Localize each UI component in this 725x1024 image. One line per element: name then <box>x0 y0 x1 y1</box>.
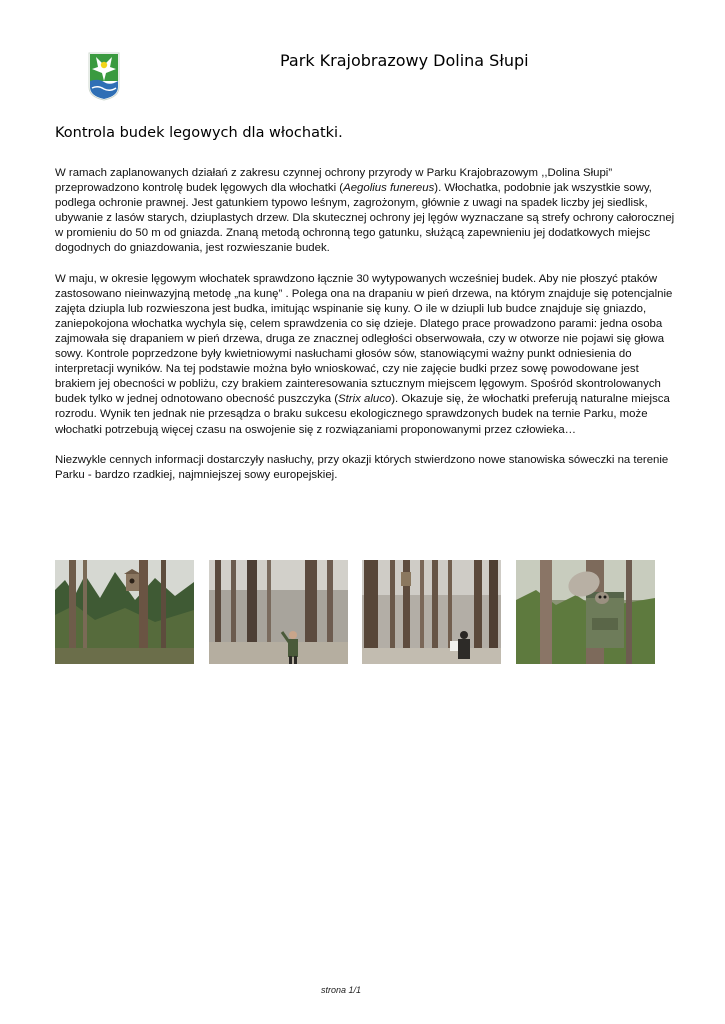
photo-person-with-clipboard[interactable] <box>362 560 501 664</box>
species-name-aegolius: Aegolius funereus <box>343 182 435 195</box>
page-title: Kontrola budek legowych dla włochatki. <box>55 125 343 141</box>
photo-nest-box-forest[interactable] <box>55 560 194 664</box>
photo-gallery <box>55 560 655 664</box>
paragraph-1: W ramach zaplanowanych działań z zakresu czynnej ochrony przyrody w Parku Krajobrazowym ,,Dolina Słupi” przeprowadzono kontrolę budek lęgowych dla włochatki (Aegolius funereus). Włochatka, podobnie jak wszystkie sowy, podlega ochronie prawnej. Jest gatunkiem typowo leśnym, zagrożonym, głównie z uwagi na spadek liczby jej siedlisk, ubywanie z lasów starych, dziuplastych drzew. Dla skutecznej ochrony jej lęgów wyznaczane są strefy ochrony całorocznej w promieniu do 50 m od gniazda. Znaną metodą ochronną tego gatunku, służącą zapewnieniu jej dodatkowych miejsc dogodnych do gniazdowania, jest rozwieszanie budek. <box>55 167 675 255</box>
species-name-strix: Strix aluco <box>338 393 392 406</box>
park-logo <box>86 51 122 101</box>
page-footer: strona 1/1 <box>320 985 362 995</box>
site-title: Park Krajobrazowy Dolina Słupi <box>280 51 529 70</box>
photo-owl-at-nest-box[interactable] <box>516 560 655 664</box>
paragraph-2: W maju, w okresie lęgowym włochatek sprawdzono łącznie 30 wytypowanych wcześniej budek. Aby nie płoszyć ptaków zastosowano nieinwazyjną metodę „na kunę” . Polega ona na drapaniu w pień drzewa, na którym znajduje się potencjalnie zajęta dziupla lub rozwieszona jest budka, imitując wspinanie się kuny. O ile w dziupli lub budce znajduje się gniazdo, zaniepokojona włochatka wychyla się, celem sprawdzenia co się dzieje. Dlatego prace prowadzono parami: jedna osoba zajmowała się drapaniem w pień drzewa, druga ze znacznej odległości obserwowała, czy w otworze nie pojawi się głowa sowy. Kontrole poprzedzone były kwietniowymi nasłuchami głosów sów, stanowiącymi ważny punkt odniesienia do interpretacji wyników. Na tej podstawie można było wnioskować, czy nie zajęcie budki przez sowę powodowane jest brakiem jej obecności w pobliżu, czy brakiem zainteresowania sztucznym miejscem lęgowym. Spośród skontrolowanych budek tylko w jednej odnotowano obecność puszczyka (Strix aluco). Okazuje się, że włochatki preferują naturalne miejsca rozrodu. Wynik ten jednak nie przesądza o braku sukcesu ekologicznego sprawdzonych budek na ternie Parku, może włochatki potrzebują więcej czasu na oswojenie się z rozwiązaniami proponowanymi przez człowieka… <box>55 272 673 436</box>
paragraph-3: Niezwykle cennych informacji dostarczyły nasłuchy, przy okazji których stwierdzono nowe stanowiska sóweczki na terenie Parku - bardzo rzadkiej, najmniejszej sowy europejskiej. <box>55 453 669 481</box>
article-body <box>55 166 675 498</box>
photo-person-scratching-tree[interactable] <box>209 560 348 664</box>
